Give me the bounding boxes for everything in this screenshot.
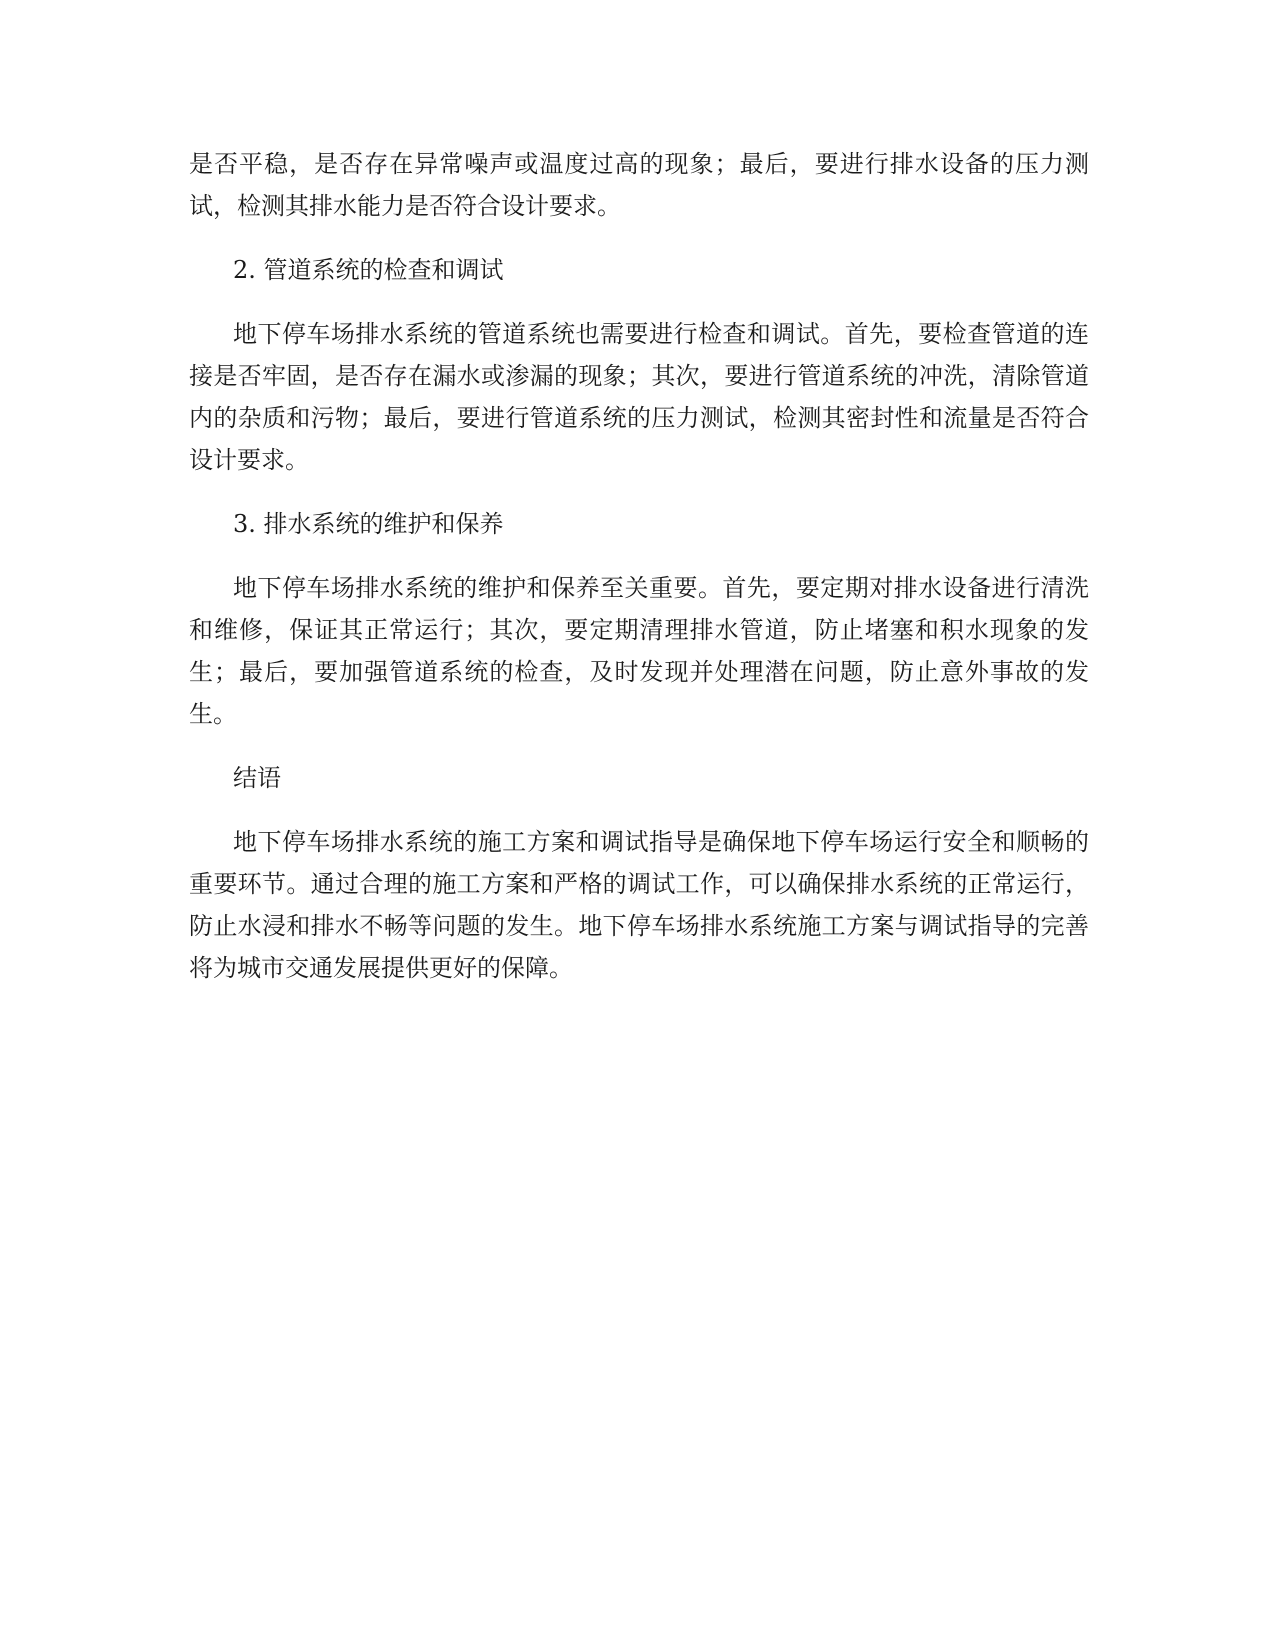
paragraph-pipeline: 地下停车场排水系统的管道系统也需要进行检查和调试。首先，要检查管道的连接是否牢固，是否存在漏水或渗漏的现象；其次，要进行管道系统的冲洗，清除管道内的杂质和污物；最后，要进行管道系统的压力测试，检测其密封性和流量是否符合设计要求。 — [189, 320, 1089, 474]
paragraph-maintenance: 地下停车场排水系统的维护和保养至关重要。首先，要定期对排水设备进行清洗和维修，保证其正常运行；其次，要定期清理排水管道，防止堵塞和积水现象的发生；最后，要加强管道系统的检查，及时发现并处理潜在问题，防止意外事故的发生。 — [189, 574, 1089, 728]
document-body — [189, 143, 1089, 1011]
section-heading-maintenance: 3. 排水系统的维护和保养 — [233, 510, 504, 538]
paragraph-continued: 是否平稳，是否存在异常噪声或温度过高的现象；最后，要进行排水设备的压力测试，检测其排水能力是否符合设计要求。 — [189, 150, 1089, 220]
section-heading-conclusion: 结语 — [233, 764, 281, 792]
section-heading-pipeline: 2. 管道系统的检查和调试 — [233, 256, 504, 284]
paragraph-conclusion: 地下停车场排水系统的施工方案和调试指导是确保地下停车场运行安全和顺畅的重要环节。通过合理的施工方案和严格的调试工作，可以确保排水系统的正常运行，防止水浸和排水不畅等问题的发生。地下停车场排水系统施工方案与调试指导的完善将为城市交通发展提供更好的保障。 — [189, 828, 1089, 982]
